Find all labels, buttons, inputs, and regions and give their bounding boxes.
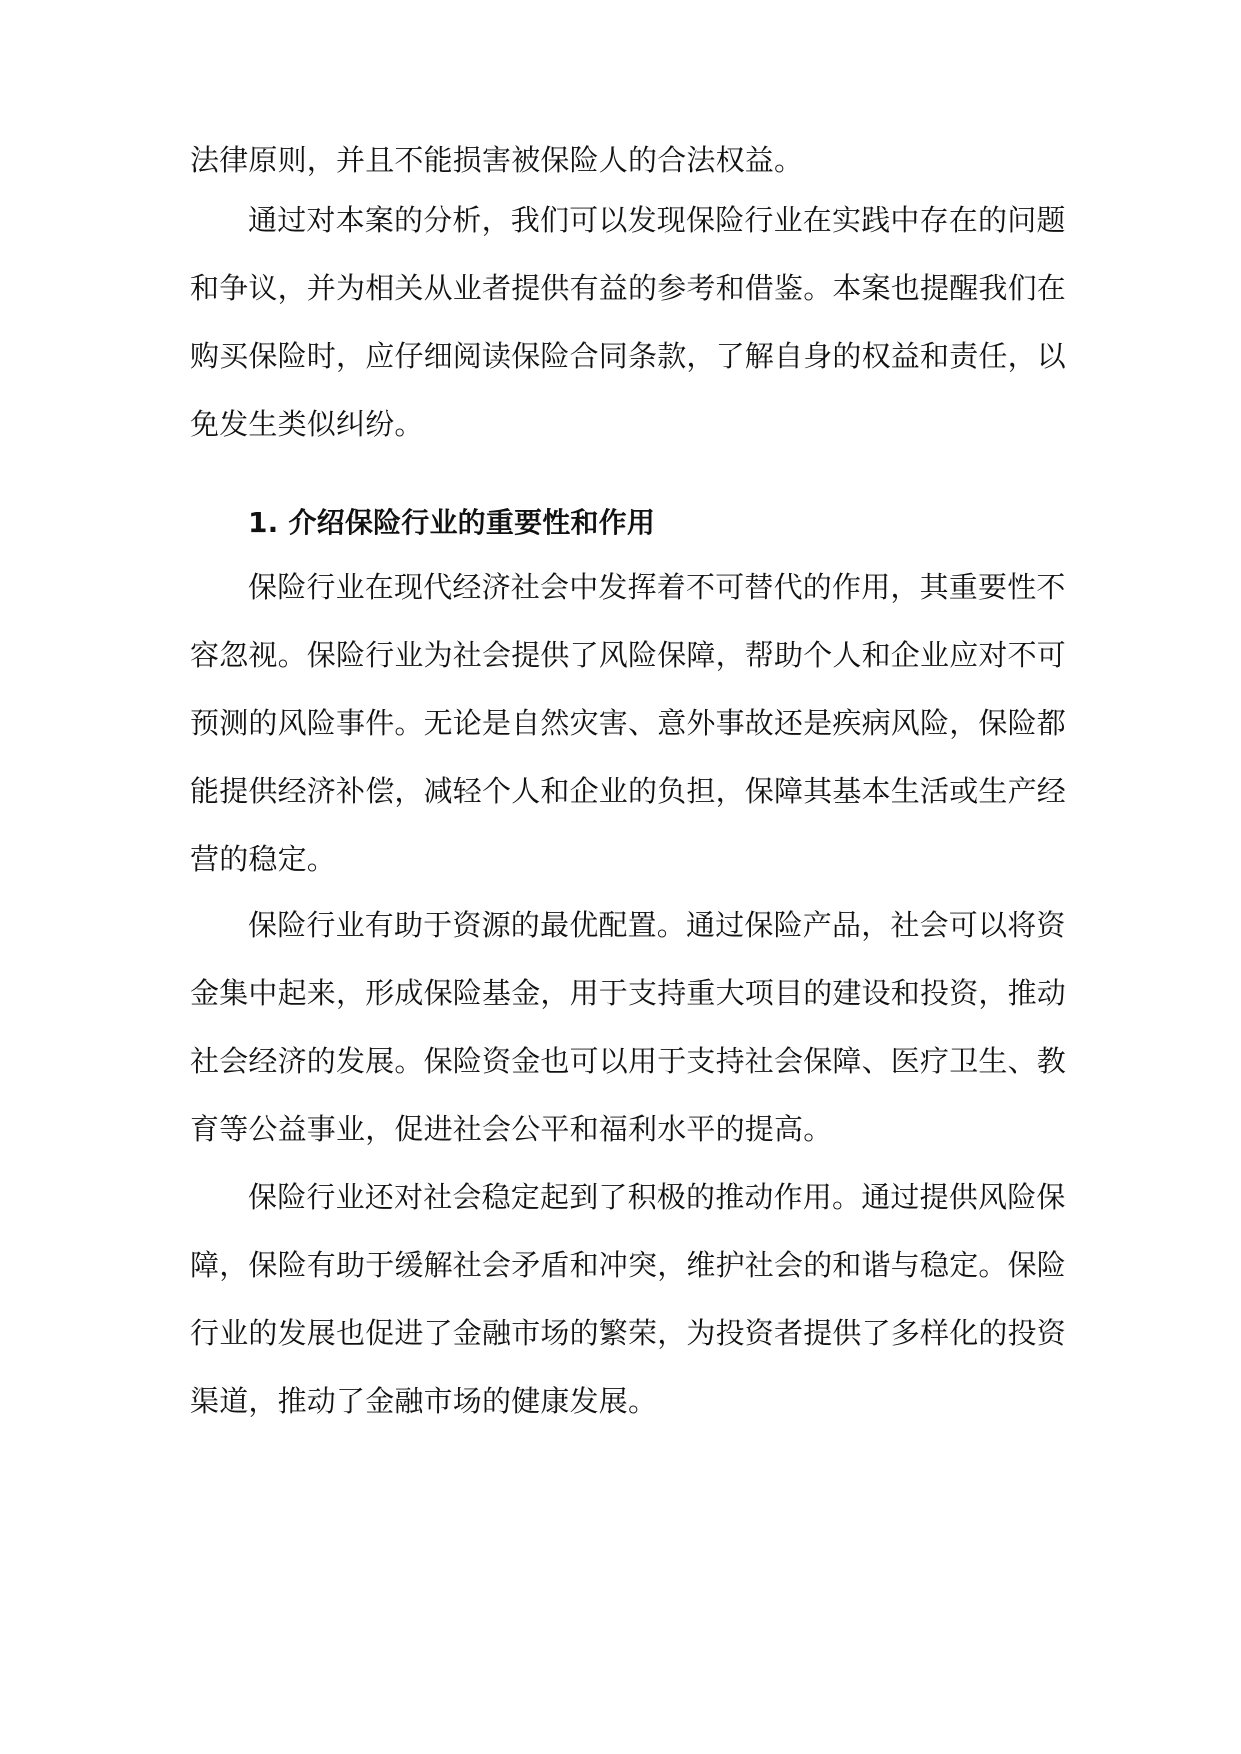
- paragraph-line: 通过对本案的分析，我们可以发现保险行业在实践中存在的问题: [248, 203, 1066, 237]
- paragraph-line: 渠道，推动了金融市场的健康发展。: [190, 1384, 658, 1418]
- paragraph-line: 购买保险时，应仔细阅读保险合同条款，了解自身的权益和责任，以: [190, 339, 1067, 373]
- paragraph-line: 和争议，并为相关从业者提供有益的参考和借鉴。本案也提醒我们在: [190, 271, 1067, 305]
- paragraph-line: 保险行业有助于资源的最优配置。通过保险产品，社会可以将资: [248, 908, 1066, 942]
- paragraph-line: 保险行业在现代经济社会中发挥着不可替代的作用，其重要性不: [248, 570, 1066, 604]
- paragraph-line: 预测的风险事件。无论是自然灾害、意外事故还是疾病风险，保险都: [190, 706, 1067, 740]
- paragraph-line: 行业的发展也促进了金融市场的繁荣，为投资者提供了多样化的投资: [190, 1316, 1067, 1350]
- paragraph-line: 金集中起来，形成保险基金，用于支持重大项目的建设和投资，推动: [190, 976, 1067, 1010]
- paragraph-line: 能提供经济补偿，减轻个人和企业的负担，保障其基本生活或生产经: [190, 774, 1067, 808]
- paragraph-line: 免发生类似纠纷。: [190, 407, 424, 441]
- paragraph-line: 营的稳定。: [190, 842, 337, 876]
- paragraph-line: 法律原则，并且不能损害被保险人的合法权益。: [190, 143, 804, 177]
- paragraph-line: 保险行业还对社会稳定起到了积极的推动作用。通过提供风险保: [248, 1180, 1066, 1214]
- paragraph-line: 障，保险有助于缓解社会矛盾和冲突，维护社会的和谐与稳定。保险: [190, 1248, 1067, 1282]
- section-heading: 1. 介绍保险行业的重要性和作用: [248, 506, 656, 539]
- paragraph-line: 社会经济的发展。保险资金也可以用于支持社会保障、医疗卫生、教: [190, 1044, 1067, 1078]
- paragraph-line: 育等公益事业，促进社会公平和福利水平的提高。: [190, 1112, 833, 1146]
- paragraph-line: 容忽视。保险行业为社会提供了风险保障，帮助个人和企业应对不可: [190, 638, 1067, 672]
